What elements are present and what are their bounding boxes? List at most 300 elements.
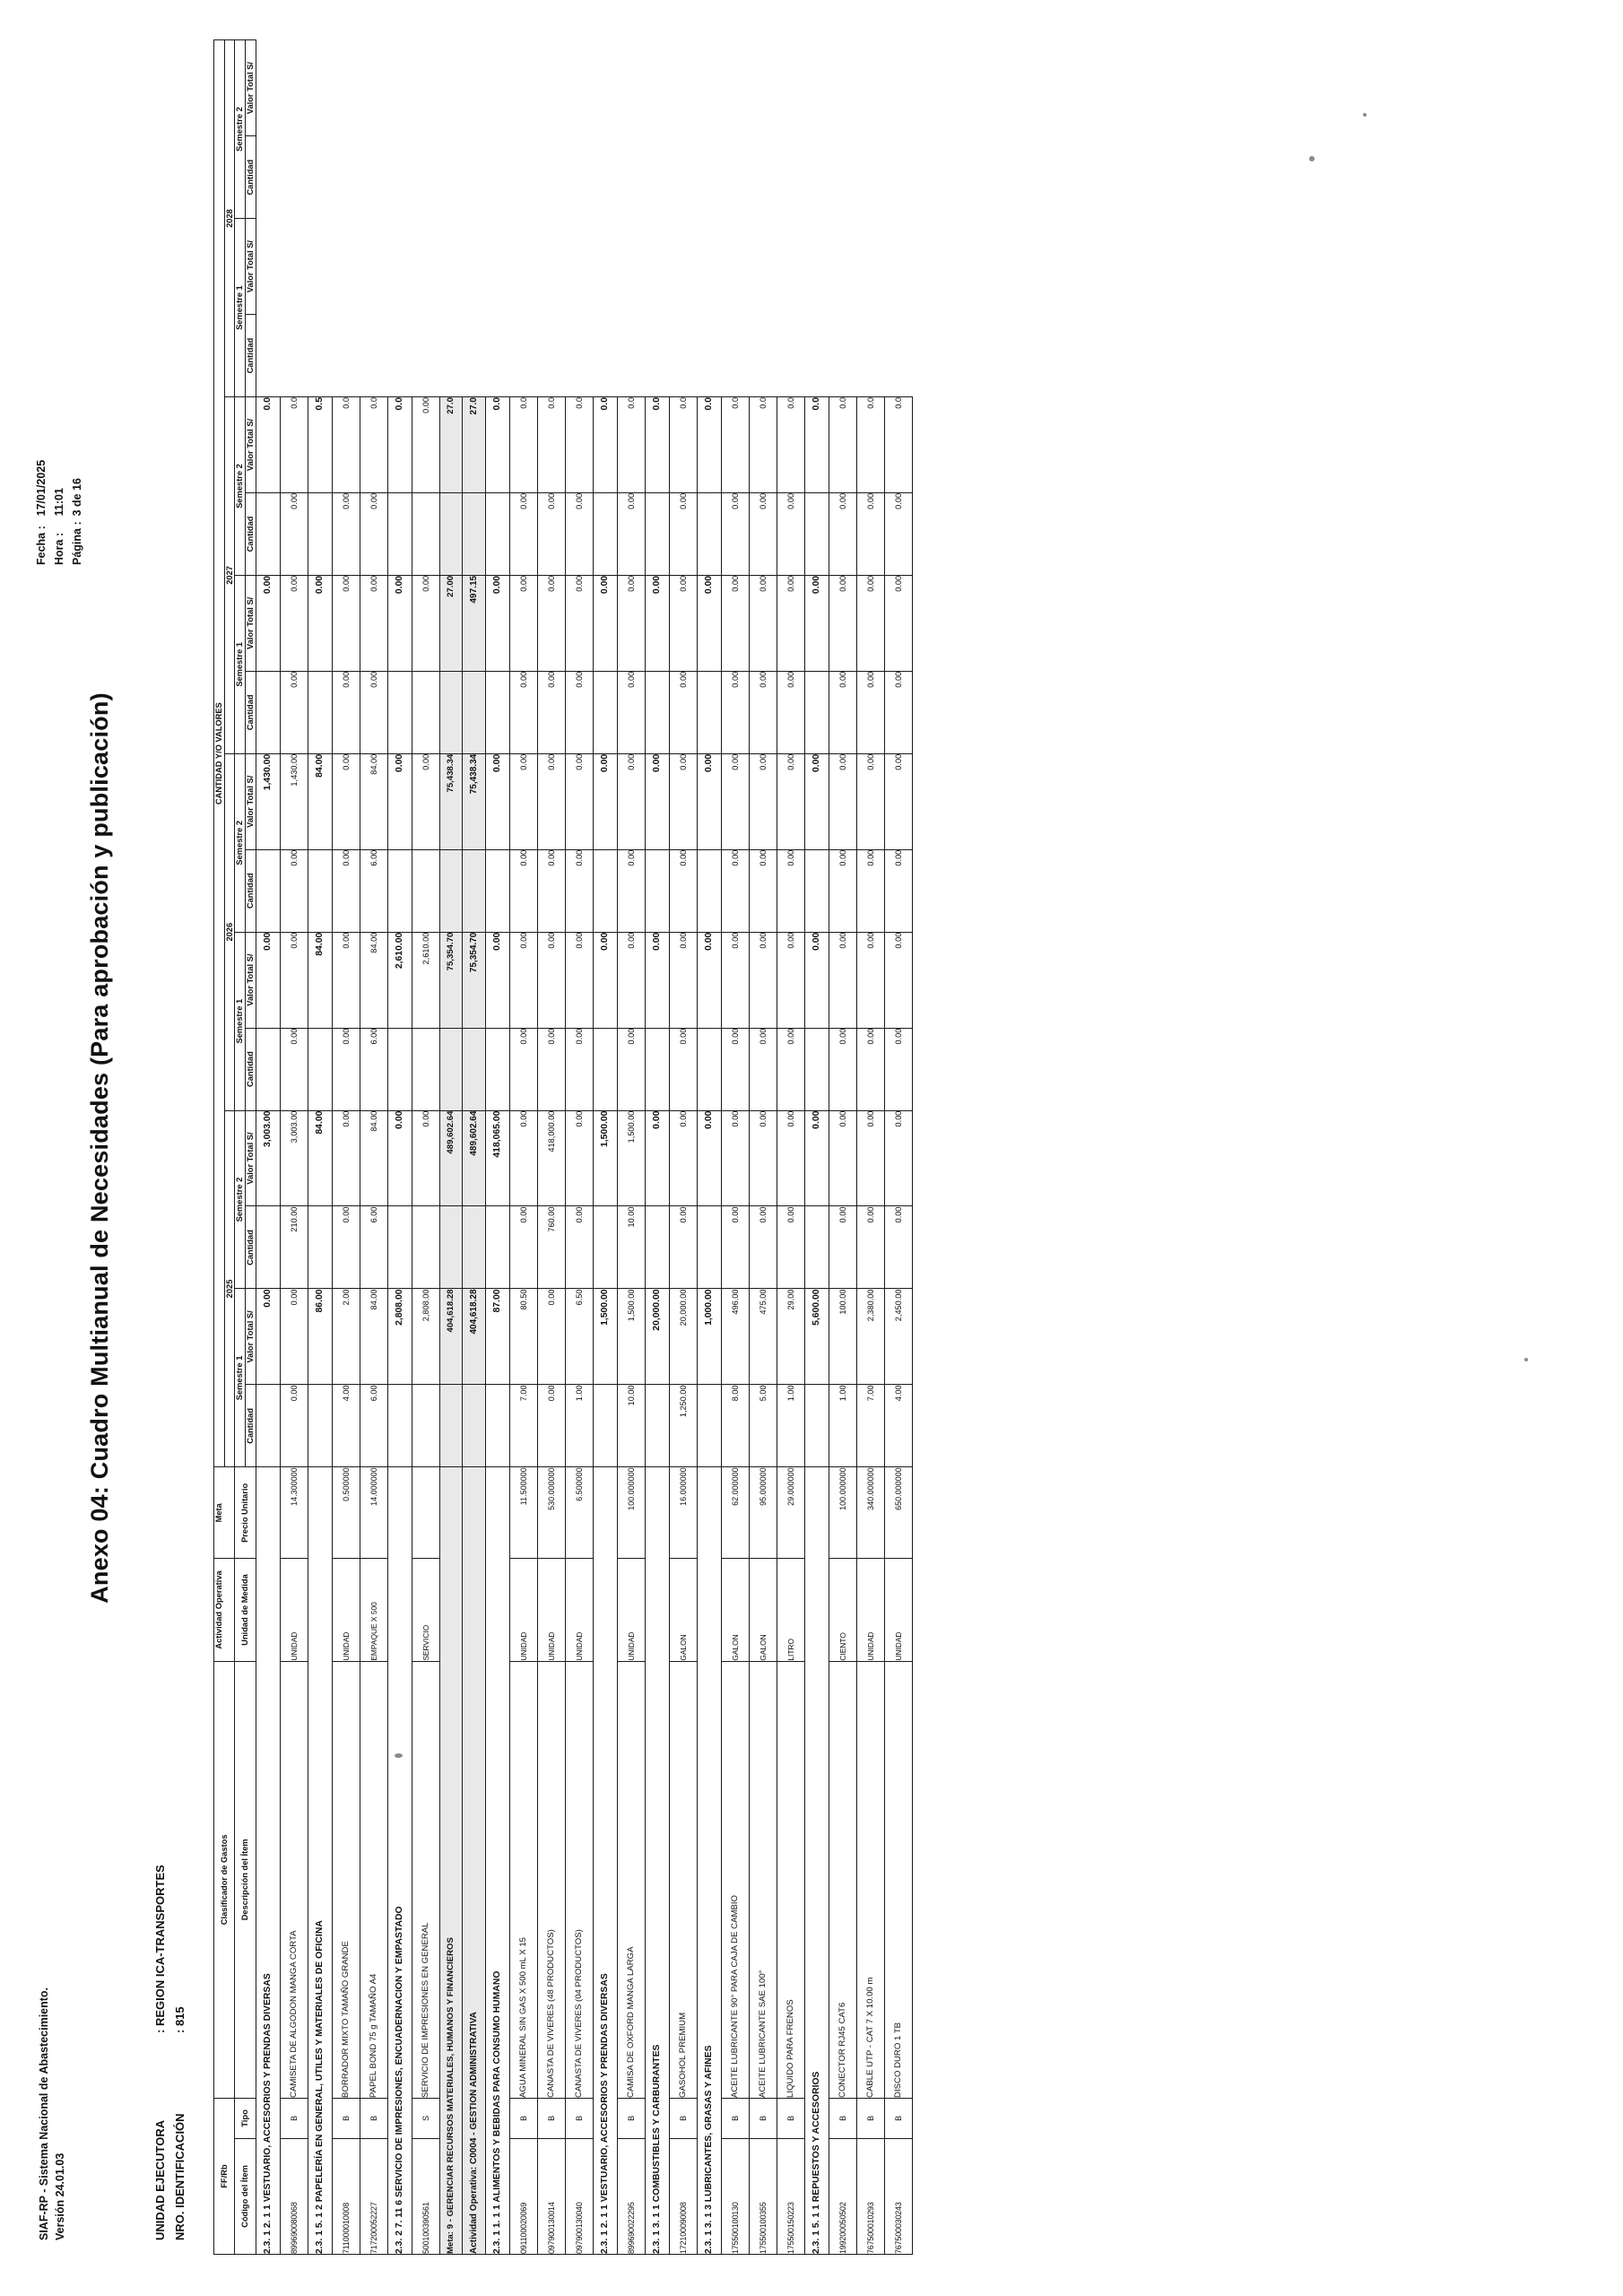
- cell-value: [439, 849, 462, 932]
- cell-precio-unitario: 95.000000: [749, 1467, 777, 1559]
- cell-tipo: B: [856, 2098, 884, 2138]
- cell-value: 1.00: [777, 1385, 804, 1467]
- cell-value: 0.0: [645, 397, 669, 493]
- cell-value: [308, 849, 332, 932]
- cell-value: 0.00: [884, 492, 912, 575]
- table-row: [777, 40, 804, 2255]
- table-row-group: [804, 40, 829, 2255]
- cell-value: 0.00: [721, 671, 749, 753]
- cell-unidad-medida: UNIDAD: [509, 1559, 537, 1661]
- cell-value: 0.00: [829, 753, 856, 849]
- cell-value: [645, 492, 669, 575]
- cell-value: 0.00: [645, 932, 669, 1028]
- table-row: [509, 40, 537, 2255]
- cell-value: [439, 671, 462, 753]
- cell-unidad-medida: EMPAQUE X 500: [360, 1559, 387, 1661]
- cell-value: 75,438.34: [462, 753, 485, 849]
- cell-value: [412, 492, 439, 575]
- cell-value: [485, 671, 509, 753]
- cell-value: 1,500.00: [593, 1110, 617, 1206]
- cell-tipo: B: [777, 2098, 804, 2138]
- cell-descripcion: BORRADOR MIXTO TAMAÑO GRANDE: [332, 1661, 360, 2098]
- cell-value: [645, 1028, 669, 1110]
- cell-value: [256, 849, 280, 932]
- cell-value: 0.00: [829, 575, 856, 671]
- cell-value: 0.00: [509, 1028, 537, 1110]
- cell-value: 0.00: [856, 1206, 884, 1289]
- table-row-meta: [439, 40, 462, 2255]
- cell-value: 497.15: [462, 575, 485, 671]
- cell-codigo-item: 199200050502: [829, 2138, 856, 2254]
- cell-value: 0.00: [829, 932, 856, 1028]
- cell-value: 0.00: [360, 671, 387, 753]
- cell-precio-unitario: 340.000000: [856, 1467, 884, 1559]
- cell-value: 0.00: [721, 492, 749, 575]
- cell-tipo: B: [565, 2098, 593, 2138]
- cell-value: 0.00: [669, 671, 697, 753]
- cell-value: 0.00: [749, 575, 777, 671]
- cell-codigo-item: 767500030243: [884, 2138, 912, 2254]
- cell-value: [645, 849, 669, 932]
- cell-value: 5,600.00: [804, 1289, 829, 1385]
- cell-value: 0.0: [360, 397, 387, 493]
- cell-unidad-medida: UNIDAD: [856, 1559, 884, 1661]
- cell-value: 0.00: [537, 1028, 565, 1110]
- cell-value: 0.00: [332, 932, 360, 1028]
- cell-value: [485, 1385, 509, 1467]
- cell-value: 0.00: [645, 753, 669, 849]
- cell-value: 0.00: [721, 753, 749, 849]
- th-year-2027: 2027: [224, 397, 235, 754]
- cell-value: 0.00: [856, 575, 884, 671]
- cell-group-label: 2.3. 1 3. 1 3 LUBRICANTES, GRASAS Y AFINES: [697, 1467, 721, 2255]
- cell-value: 0.00: [360, 492, 387, 575]
- cell-value: 0.0: [777, 397, 804, 493]
- cell-value: [804, 1028, 829, 1110]
- cell-unidad-medida: GALON: [669, 1559, 697, 1661]
- hora-label: Hora :: [53, 532, 66, 565]
- cell-value: [697, 492, 721, 575]
- cell-codigo-item: 175500150223: [777, 2138, 804, 2254]
- table-row: [829, 40, 856, 2255]
- cell-value: 0.00: [804, 932, 829, 1028]
- cell-tipo: B: [749, 2098, 777, 2138]
- table-row: [565, 40, 593, 2255]
- cell-value: [256, 492, 280, 575]
- cell-value: 210.00: [280, 1206, 308, 1289]
- cell-value: 1,500.00: [593, 1289, 617, 1385]
- cell-value: [697, 1028, 721, 1110]
- cell-precio-unitario: 16.000000: [669, 1467, 697, 1559]
- cell-value: 84.00: [308, 753, 332, 849]
- cell-actividad-operativa: Actividad Operativa: C0004 - GESTION ADMINISTRATIVA: [462, 1467, 485, 2255]
- table-row-group: [256, 40, 280, 2255]
- table-row-activity: [462, 40, 485, 2255]
- cell-value: [387, 1206, 412, 1289]
- cell-value: 496.00: [721, 1289, 749, 1385]
- th-2025-s2-valor: Valor Total S/: [246, 1110, 256, 1206]
- cell-descripcion: PAPEL BOND 75 g TAMAÑO A4: [360, 1661, 387, 2098]
- cell-precio-unitario: 29.000000: [777, 1467, 804, 1559]
- table-row: [749, 40, 777, 2255]
- cell-value: 0.00: [565, 849, 593, 932]
- th-year-2025: 2025: [224, 1110, 235, 1467]
- cell-value: 0.00: [617, 575, 645, 671]
- cell-value: 0.00: [829, 492, 856, 575]
- cell-value: 0.00: [749, 932, 777, 1028]
- cell-descripcion: CAMISETA DE ALGODON MANGA CORTA: [280, 1661, 308, 2098]
- th-2026-s1-cantidad: Cantidad: [246, 1028, 256, 1110]
- cell-value: 0.0: [593, 397, 617, 493]
- cell-value: 0.00: [593, 753, 617, 849]
- cell-precio-unitario: 650.000000: [884, 1467, 912, 1559]
- cell-value: 0.00: [749, 1028, 777, 1110]
- cell-value: 1,430.00: [256, 753, 280, 849]
- cell-value: 0.00: [565, 1028, 593, 1110]
- cell-value: [412, 1206, 439, 1289]
- cell-value: [697, 849, 721, 932]
- th-2027-sem2: Semestre 2: [235, 397, 246, 576]
- cell-value: 0.00: [280, 1028, 308, 1110]
- cell-codigo-item: 097900130040: [565, 2138, 593, 2254]
- cell-value: [804, 671, 829, 753]
- cell-value: 0.00: [280, 575, 308, 671]
- cell-value: 0.00: [669, 1206, 697, 1289]
- table-row-group: [387, 40, 412, 2255]
- cell-value: [462, 1206, 485, 1289]
- cell-value: 0.0: [856, 397, 884, 493]
- th-2025-sem1: Semestre 1: [235, 1289, 246, 1467]
- cell-tipo: B: [280, 2098, 308, 2138]
- cell-value: 0.00: [804, 753, 829, 849]
- cell-value: 1,500.00: [617, 1289, 645, 1385]
- cell-value: 75,354.70: [439, 932, 462, 1028]
- cell-value: 0.0: [256, 397, 280, 493]
- th-2027-sem1: Semestre 1: [235, 575, 246, 753]
- hora-value: 11:01: [53, 488, 66, 517]
- cell-value: 0.00: [697, 1110, 721, 1206]
- fecha-value: 17/01/2025: [35, 459, 48, 517]
- cell-value: 0.00: [617, 671, 645, 753]
- table-row: [332, 40, 360, 2255]
- cell-value: 6.00: [360, 849, 387, 932]
- cell-value: [593, 671, 617, 753]
- th-codigo-item: Código del Ítem: [235, 2138, 256, 2254]
- pagina-label: Página :: [71, 521, 84, 565]
- cell-value: 0.00: [332, 1206, 360, 1289]
- cell-value: 0.00: [804, 1110, 829, 1206]
- cell-value: 0.00: [565, 492, 593, 575]
- system-info: [36, 1987, 68, 2240]
- cell-value: 0.0: [829, 397, 856, 493]
- unidad-block: [151, 1865, 190, 2240]
- th-ffrb: FF/Rb: [214, 2098, 235, 2254]
- cell-value: 0.0: [884, 397, 912, 493]
- cell-value: [256, 1028, 280, 1110]
- cell-value: 418,065.00: [485, 1110, 509, 1206]
- cell-value: 489,602.64: [462, 1110, 485, 1206]
- cell-value: [308, 1385, 332, 1467]
- cell-value: 7.00: [509, 1385, 537, 1467]
- cell-value: [697, 671, 721, 753]
- th-year-2026: 2026: [224, 753, 235, 1110]
- cell-value: 75,438.34: [439, 753, 462, 849]
- cell-value: 0.00: [645, 1110, 669, 1206]
- cell-value: [804, 492, 829, 575]
- th-2025-sem2: Semestre 2: [235, 1110, 246, 1289]
- cell-value: 0.00: [884, 849, 912, 932]
- nro-identificacion-value: : 815: [173, 2006, 187, 2033]
- cell-value: [485, 492, 509, 575]
- cell-value: [462, 1385, 485, 1467]
- cell-value: 86.00: [308, 1289, 332, 1385]
- table-row: [537, 40, 565, 2255]
- cell-value: 0.00: [749, 1110, 777, 1206]
- cell-value: 0.00: [617, 849, 645, 932]
- cell-value: 0.00: [617, 753, 645, 849]
- th-year-2028: 2028: [224, 40, 235, 397]
- cell-value: 3,003.00: [256, 1110, 280, 1206]
- cell-value: 0.0: [332, 397, 360, 493]
- cell-value: 0.00: [697, 575, 721, 671]
- cell-value: 0.00: [332, 1028, 360, 1110]
- cell-value: [412, 1385, 439, 1467]
- table-row: [856, 40, 884, 2255]
- cell-precio-unitario: 14.300000: [280, 1467, 308, 1559]
- cell-value: 0.00: [669, 849, 697, 932]
- report-meta: [32, 455, 86, 565]
- cell-value: 0.00: [829, 671, 856, 753]
- cell-value: 2.00: [332, 1289, 360, 1385]
- cell-value: [308, 492, 332, 575]
- table-row: [721, 40, 749, 2255]
- cell-tipo: S: [412, 2098, 439, 2138]
- th-cantidad-valores: CANTIDAD Y/O VALORES: [214, 40, 225, 1467]
- cell-value: 0.00: [697, 753, 721, 849]
- cell-value: 0.00: [256, 932, 280, 1028]
- cell-value: 6.50: [565, 1289, 593, 1385]
- cell-value: 0.00: [645, 575, 669, 671]
- cell-value: 0.00: [749, 753, 777, 849]
- cell-value: 404,618.28: [439, 1289, 462, 1385]
- th-meta-spacer: [224, 1467, 235, 1559]
- cell-value: [439, 492, 462, 575]
- cell-value: [308, 671, 332, 753]
- cell-value: 0.00: [332, 849, 360, 932]
- cell-value: 0.0: [697, 397, 721, 493]
- table-row: [617, 40, 645, 2255]
- cell-precio-unitario: 14.000000: [360, 1467, 387, 1559]
- cell-value: 0.00: [884, 1110, 912, 1206]
- cell-value: 0.0: [804, 397, 829, 493]
- cell-value: [593, 1206, 617, 1289]
- cell-value: 2,450.00: [884, 1289, 912, 1385]
- cell-value: 0.00: [565, 671, 593, 753]
- cell-value: 2,610.00: [412, 932, 439, 1028]
- cell-value: 0.00: [777, 1110, 804, 1206]
- cell-value: 4.00: [332, 1385, 360, 1467]
- cell-value: 404,618.28: [462, 1289, 485, 1385]
- cell-value: 0.0: [669, 397, 697, 493]
- cell-value: 0.0: [485, 397, 509, 493]
- cell-value: 0.00: [617, 1028, 645, 1110]
- cell-value: 0.00: [884, 932, 912, 1028]
- cell-value: 0.00: [856, 753, 884, 849]
- th-2028-s1-valor: Valor Total S/: [246, 219, 256, 315]
- cell-meta-label: Meta: 9 - GERENCIAR RECURSOS MATERIALES, HUMANOS Y FINANCIEROS: [439, 1467, 462, 2255]
- table-row-group: [697, 40, 721, 2255]
- cell-value: 27.0: [462, 397, 485, 493]
- th-actividad-spacer: [224, 1559, 235, 1661]
- cell-codigo-item: 899690080068: [280, 2138, 308, 2254]
- th-2028-s1-cantidad: Cantidad: [246, 315, 256, 397]
- cell-value: 4.00: [884, 1385, 912, 1467]
- cell-group-label: 2.3. 1 2. 1 1 VESTUARIO, ACCESORIOS Y PRENDAS DIVERSAS: [256, 1467, 280, 2255]
- cell-tipo: B: [829, 2098, 856, 2138]
- cell-value: 0.00: [387, 1110, 412, 1206]
- cell-value: 0.00: [593, 932, 617, 1028]
- cell-value: 1.00: [565, 1385, 593, 1467]
- cell-value: 0.00: [777, 1206, 804, 1289]
- cell-unidad-medida: GALON: [721, 1559, 749, 1661]
- cell-value: 75,354.70: [462, 932, 485, 1028]
- cell-value: 0.00: [509, 753, 537, 849]
- cell-precio-unitario: 11.500000: [509, 1467, 537, 1559]
- cell-tipo: B: [537, 2098, 565, 2138]
- cell-value: 0.00: [537, 492, 565, 575]
- cell-value: [412, 1028, 439, 1110]
- cell-value: 27.0: [439, 397, 462, 493]
- cell-value: 0.00: [777, 492, 804, 575]
- cell-value: 0.00: [509, 575, 537, 671]
- cell-value: 0.00: [280, 492, 308, 575]
- cell-value: [308, 1028, 332, 1110]
- cell-value: 0.00: [537, 849, 565, 932]
- cell-value: 2,808.00: [387, 1289, 412, 1385]
- cell-unidad-medida: UNIDAD: [280, 1559, 308, 1661]
- fecha-label: Fecha :: [35, 526, 48, 565]
- cell-value: 0.00: [856, 492, 884, 575]
- cell-value: 0.00: [884, 753, 912, 849]
- th-2028-s2-cantidad: Cantidad: [246, 136, 256, 219]
- cell-value: 0.00: [829, 849, 856, 932]
- cell-value: 1,000.00: [697, 1289, 721, 1385]
- cell-value: [412, 671, 439, 753]
- cell-value: 1,430.00: [280, 753, 308, 849]
- cell-value: 0.00: [565, 753, 593, 849]
- cell-value: [462, 492, 485, 575]
- cell-descripcion: GASOHOL PREMIUM: [669, 1661, 697, 2098]
- cell-value: 0.00: [884, 1206, 912, 1289]
- cell-descripcion: CONECTOR RJ45 CAT6: [829, 1661, 856, 2098]
- cell-value: 0.00: [593, 575, 617, 671]
- cell-value: 0.00: [669, 492, 697, 575]
- cell-value: 0.00: [749, 492, 777, 575]
- cell-value: [645, 1206, 669, 1289]
- cell-value: [485, 1206, 509, 1289]
- cell-value: 84.00: [360, 932, 387, 1028]
- cell-descripcion: CABLE UTP - CAT 7 X 10.00 m: [856, 1661, 884, 2098]
- th-2025-s1-valor: Valor Total S/: [246, 1289, 256, 1385]
- cell-value: [387, 671, 412, 753]
- cell-value: [412, 849, 439, 932]
- cell-value: 0.00: [280, 849, 308, 932]
- cell-value: 0.00: [485, 575, 509, 671]
- cell-descripcion: CANASTA DE VIVERES (48 PRODUCTOS): [537, 1661, 565, 2098]
- cell-value: 0.00: [509, 671, 537, 753]
- cell-value: [387, 492, 412, 575]
- th-2028-sem1: Semestre 1: [235, 219, 246, 397]
- th-meta: Meta: [214, 1467, 225, 1559]
- system-line-1: SIAF-RP - Sistema Nacional de Abastecimiento.: [38, 1987, 50, 2240]
- cell-codigo-item: 175500100130: [721, 2138, 749, 2254]
- th-2026-s2-valor: Valor Total S/: [246, 753, 256, 849]
- cell-value: 0.00: [884, 671, 912, 753]
- cell-value: 0.00: [721, 1206, 749, 1289]
- cell-value: 0.00: [509, 492, 537, 575]
- cell-value: 0.00: [749, 849, 777, 932]
- table-row-group: [645, 40, 669, 2255]
- cell-value: 2,808.00: [412, 1289, 439, 1385]
- cell-value: [256, 671, 280, 753]
- cell-value: 6.00: [360, 1385, 387, 1467]
- cell-value: [804, 849, 829, 932]
- th-2026-s2-cantidad: Cantidad: [246, 849, 256, 932]
- cell-value: 0.0: [721, 397, 749, 493]
- cell-value: 0.00: [412, 397, 439, 493]
- cell-tipo: B: [360, 2098, 387, 2138]
- cell-value: [645, 1385, 669, 1467]
- cell-codigo-item: 899690022295: [617, 2138, 645, 2254]
- table-row: [360, 40, 387, 2255]
- cell-value: [256, 1385, 280, 1467]
- cell-value: [462, 1028, 485, 1110]
- cell-value: 0.00: [669, 932, 697, 1028]
- cell-value: [804, 1206, 829, 1289]
- cell-unidad-medida: LITRO: [777, 1559, 804, 1661]
- cell-value: 0.00: [829, 1028, 856, 1110]
- cell-tipo: B: [617, 2098, 645, 2138]
- cell-unidad-medida: GALON: [749, 1559, 777, 1661]
- cell-value: 0.00: [777, 753, 804, 849]
- cell-codigo-item: 172100090008: [669, 2138, 697, 2254]
- cell-value: [256, 1206, 280, 1289]
- cell-codigo-item: 175500100355: [749, 2138, 777, 2254]
- cell-value: 475.00: [749, 1289, 777, 1385]
- cell-value: 0.00: [721, 849, 749, 932]
- cell-value: 0.00: [332, 1110, 360, 1206]
- cell-value: 0.0: [280, 397, 308, 493]
- cell-codigo-item: 097900130014: [537, 2138, 565, 2254]
- unidad-ejecutora-label: UNIDAD EJECUTORA: [153, 2119, 167, 2240]
- cell-group-label: 2.3. 1 5. 1 1 REPUESTOS Y ACCESORIOS: [804, 1467, 829, 2255]
- th-tipo: Tipo: [235, 2098, 256, 2138]
- cell-value: 0.00: [485, 932, 509, 1028]
- cell-value: 0.00: [721, 932, 749, 1028]
- cell-value: 0.00: [697, 932, 721, 1028]
- cell-descripcion: AGUA MINERAL SIN GAS X 500 mL X 15: [509, 1661, 537, 2098]
- cell-value: 84.00: [360, 753, 387, 849]
- cell-value: 0.00: [360, 575, 387, 671]
- cell-value: 2,610.00: [387, 932, 412, 1028]
- cell-value: 0.0: [387, 397, 412, 493]
- cell-precio-unitario: 62.000000: [721, 1467, 749, 1559]
- cell-value: 0.00: [617, 932, 645, 1028]
- system-line-2: Versión 24.01.03: [54, 2152, 67, 2240]
- cell-value: 0.00: [777, 671, 804, 753]
- cell-descripcion: ACEITE LUBRICANTE SAE 100°: [749, 1661, 777, 2098]
- cell-value: 0.00: [412, 1110, 439, 1206]
